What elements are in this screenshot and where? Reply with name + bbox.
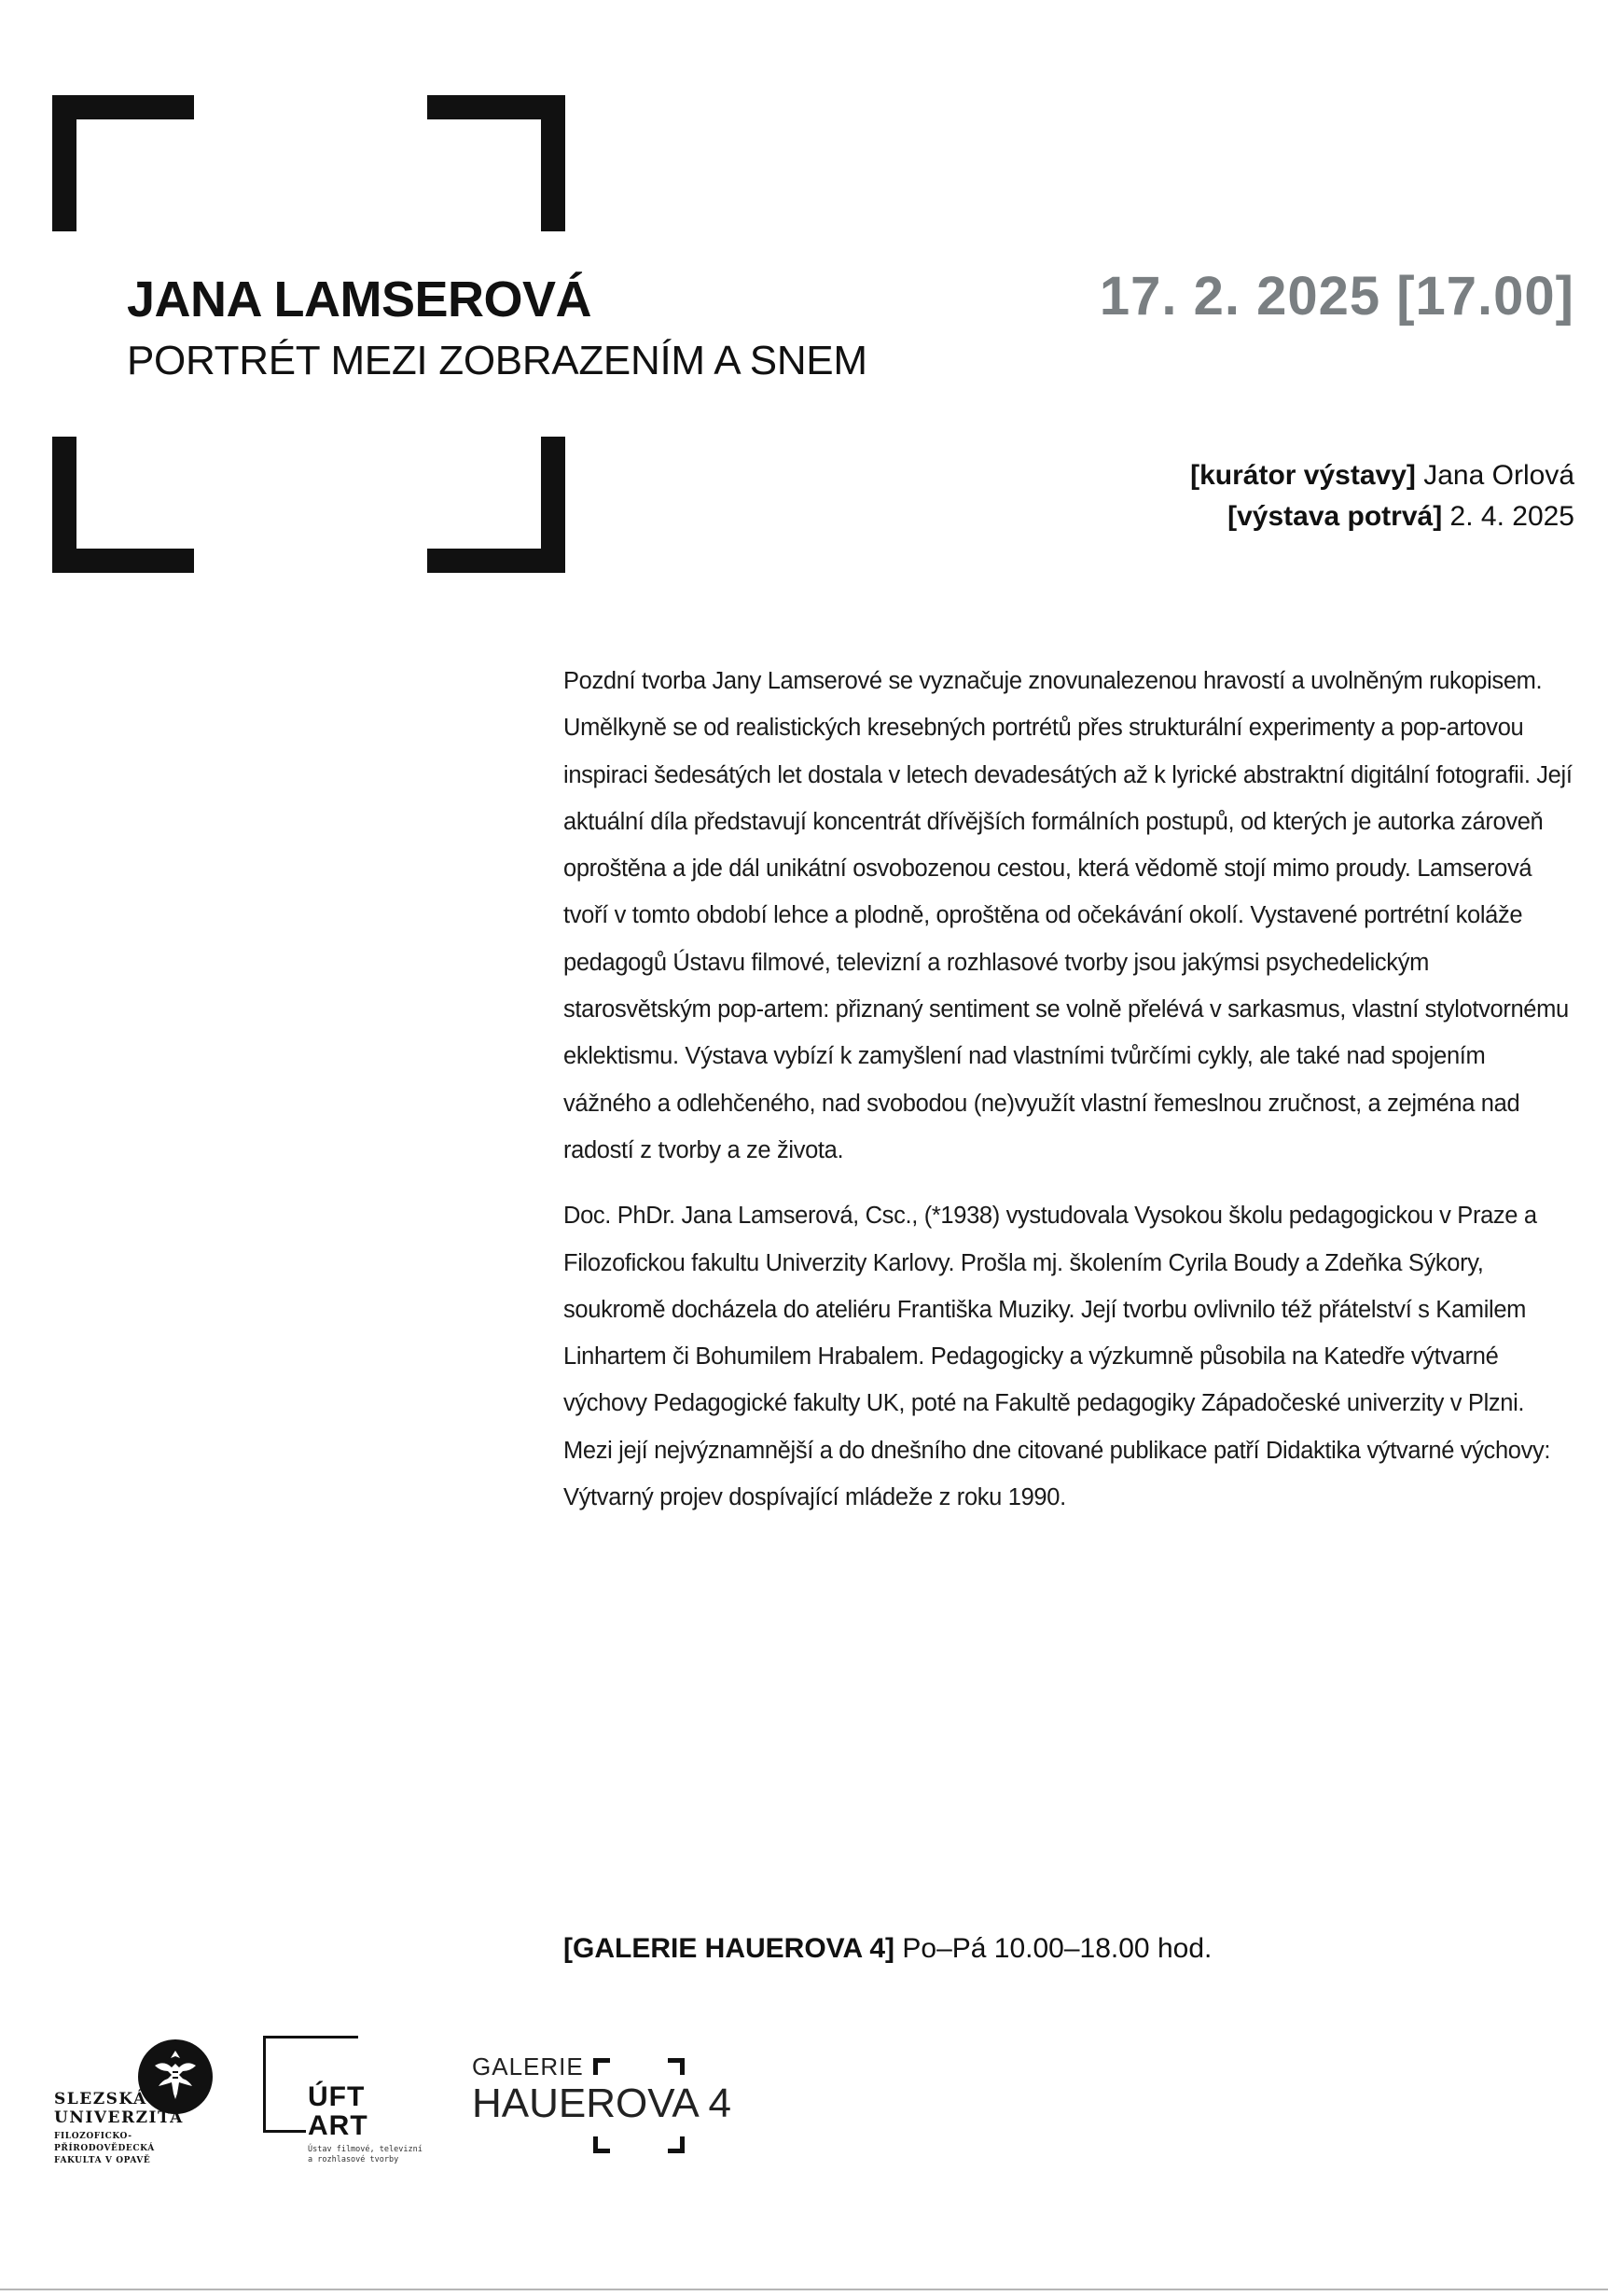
gallery-logo-small: GALERIE — [472, 2052, 584, 2080]
faculty-line1: FILOZOFICKO- — [54, 2132, 132, 2141]
paragraph-artwork: Pozdní tvorba Jany Lamserové se vyznačuje znovunalezenou hravostí a uvolněným rukopisem. Umělkyně se od realistických kresebných portrétů přes strukturální experimenty a pop-artovou inspiraci šedesátých let dostala v letech devadesátých až k lyrické abstraktní digitální fotografii. Její aktuální díla představují koncentrát dřívějších formálních postupů, od kterých je autorka zároveň oproštěna a jde dál unikátní osvobozenou cestou, která vědomě stojí mimo proudy. Lamserová tvoří v tomto období lehce a plodně, oproštěna od očekávání okolí. Vystavené portrétní koláže pedagogů Ústavu filmové, televizní a rozhlasové tvorby jsou jakýmsi psychedelickým starosvětským pop-artem: přiznaný sentiment se volně přelévá v sarkasmus, vlastní stylotvornému eklektismu. Výstava vybízí k zamyšlení nad vlastními tvůrčími cykly, ale také nad spojením vážného a odlehčeného, nad svobodou (ne)využít vlastní řemeslnou zručnost, a zejména nad radostí z tvorby a ze života. — [563, 668, 1573, 1163]
bracket-top-right-vertical — [541, 95, 565, 231]
uft-caption-line1: Ústav filmové, televizní — [308, 2145, 423, 2154]
duration-date: 2. 4. 2025 — [1449, 501, 1574, 532]
artist-name: JANA LAMSEROVÁ — [127, 271, 592, 327]
uft-frame-top — [263, 2036, 358, 2039]
faculty-line3: FAKULTA V OPAVĚ — [54, 2156, 151, 2165]
university-name-line1: SLEZSKÁ — [54, 2090, 147, 2108]
gallery-logo-bracket-br-h — [668, 2149, 685, 2153]
duration-row — [1190, 496, 1574, 537]
uft-frame-left — [263, 2036, 266, 2133]
gallery-logo-bracket-bl-h — [593, 2149, 610, 2153]
opening-date: 17. 2. 2025 [17.00] — [1099, 266, 1574, 327]
page-edge-line — [0, 2289, 1608, 2290]
paragraph-biography: Doc. PhDr. Jana Lamserová, Csc., (*1938) vystudovala Vysokou školu pedagogickou v Praze a Filozofickou fakultu Univerzity Karlovy. Prošla mj. školením Cyrila Boudy a Zdeňka Sýkory, soukromě docházela do ateliéru Františka Muziky. Její tvorbu ovlivnilo též přátelství s Kamilem Linhartem či Bohumilem Hrabalem. Pedagogicky a výzkumně působila na Katedře výtvarné výchovy Pedagogické fakulty UK, poté na Fakultě pedagogiky Západočeské univerzity v Plzni. Mezi její nejvýznamnější a do dnešního dne citované publikace patří Didaktika výtvarné výchovy: Výtvarný projev dospívající mládeže z roku 1990. — [563, 1203, 1551, 1511]
gallery-hours — [563, 1933, 1212, 1965]
gallery-logo-big: HAUEROVA 4 — [472, 2080, 731, 2126]
uft-logo-line2: ART — [308, 2110, 368, 2141]
bracket-bottom-left-horizontal — [52, 549, 194, 573]
gallery-logo-bracket-tr-v — [680, 2058, 685, 2075]
bracket-bottom-right-horizontal — [427, 549, 565, 573]
uft-frame-bottom — [263, 2130, 306, 2133]
credits — [1190, 455, 1574, 537]
gallery-label: [GALERIE HAUEROVA 4] — [563, 1933, 895, 1964]
exhibition-subtitle: PORTRÉT MEZI ZOBRAZENÍM A SNEM — [127, 338, 867, 383]
opening-hours: Po–Pá 10.00–18.00 hod. — [902, 1933, 1213, 1964]
uft-logo-line1: ÚFT — [308, 2081, 366, 2112]
gallery-logo-bracket-tl-v — [593, 2058, 598, 2075]
faculty-name — [54, 2131, 155, 2167]
duration-label: [výstava potrvá] — [1227, 501, 1443, 532]
uft-caption-line2: a rozhlasové tvorby — [308, 2155, 399, 2164]
exhibition-description — [563, 658, 1573, 1539]
faculty-line2: PŘÍRODOVĚDECKÁ — [54, 2144, 155, 2153]
curator-name: Jana Orlová — [1423, 460, 1574, 491]
bracket-top-left-vertical — [52, 95, 76, 231]
university-name — [54, 2090, 184, 2127]
university-name-line2: UNIVERZITA — [54, 2108, 184, 2127]
curator-label: [kurátor výstavy] — [1190, 460, 1416, 491]
uft-logo-caption — [308, 2145, 423, 2165]
curator-row — [1190, 455, 1574, 496]
